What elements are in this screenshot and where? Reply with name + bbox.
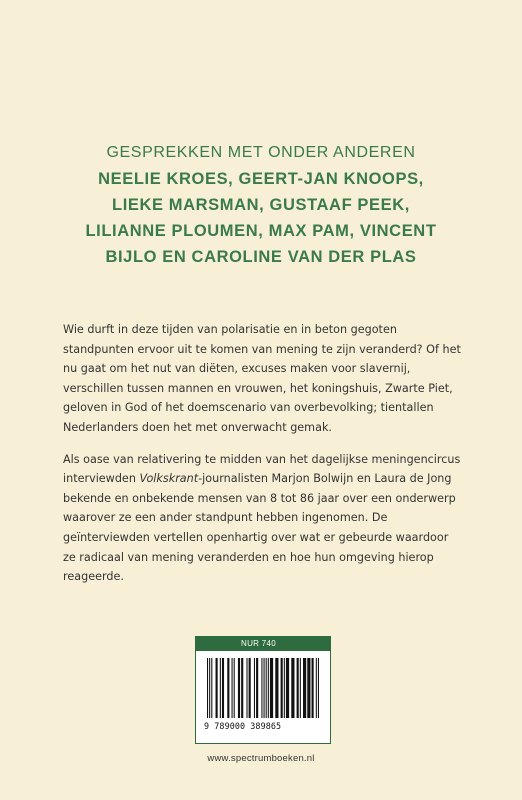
barcode-bar [249,658,251,718]
barcode-bar [316,658,317,718]
isbn-number: 9 789000 389865 [204,721,282,731]
barcode-bar [211,658,212,718]
heading-names-line: NEELIE KROES, GEERT-JAN KNOOPS, [98,170,424,188]
heading-names-line: LIEKE MARSMAN, GUSTAAF PEEK, [112,196,410,214]
barcode-bar [209,658,210,718]
barcode-bar [268,658,269,718]
blurb-paragraph-2 [63,450,463,587]
blurb-paragraph-1: Wie durft in deze tijden van polarisatie en in beton gegoten standpunten ervoor uit te komen van mening te zijn veranderd? Of het nu gaat om het nut van diëten, excuses maken voor slavernij, verschillen tussen mannen en vrouwen, het koningshuis, Zwarte Piet, geloven in God of het doemscenario van overbevolking; tientallen Nederlanders doen het met onverwacht gemak. [63,323,461,434]
barcode-bar [270,658,273,718]
barcode-bar [286,658,289,718]
contributors-heading [0,140,522,270]
blurb-paragraph-2-start: Als oase van relativering te midden van het dagelijkse meningencircus interviewden [63,452,461,486]
barcode-bar [275,658,278,718]
barcode-bar [312,658,314,718]
barcode-bar [207,658,208,718]
barcode-bar [246,658,247,718]
barcode-bar [261,658,262,718]
barcode-bar [284,658,285,718]
barcode-bar [256,658,258,718]
nur-code: NUR 740 [196,637,330,651]
barcode-bar [254,658,255,718]
barcode-icon [206,658,320,720]
barcode-bar [266,658,267,718]
barcode-bar [318,658,319,718]
blurb-text [63,320,463,599]
heading-names-line: LILIANNE PLOUMEN, MAX PAM, VINCENT [85,222,437,240]
barcode-bar [238,658,240,718]
barcode-bar [222,658,224,718]
barcode-bar [264,658,265,718]
barcode-bar [241,658,243,718]
newspaper-name: Volkskrant [139,472,199,486]
barcode-bar [297,658,299,718]
barcode-bar [234,658,235,718]
publisher-website: www.spectrumboeken.nl [207,753,315,764]
blurb-paragraph-2-end: -journalisten Marjon Bolwijn en Laura de Jong bekende en onbekende mensen van 8 tot 86 jaar over een onderwerp waarover ze een ander standpunt hebben ingenomen. De geïnterviewden vertellen openhartig over wat er gebeurde waardoor ze radicaal van mening veranderden en hoe hun omgeving hierop reageerde. [63,472,456,584]
heading-intro: GESPREKKEN MET ONDER ANDEREN [106,144,416,161]
isbn-barcode-box [195,636,331,744]
barcode-bar [307,658,310,718]
barcode-bar [291,658,294,718]
barcode-bar [281,658,283,718]
barcode-bar [303,658,306,718]
barcode-bar [227,658,229,718]
barcode-bar [232,658,233,718]
barcode-bar [216,658,218,718]
barcode-bar [220,658,221,718]
barcode-bar [300,658,301,718]
heading-names-line: BIJLO EN CAROLINE VAN DER PLAS [105,248,417,266]
